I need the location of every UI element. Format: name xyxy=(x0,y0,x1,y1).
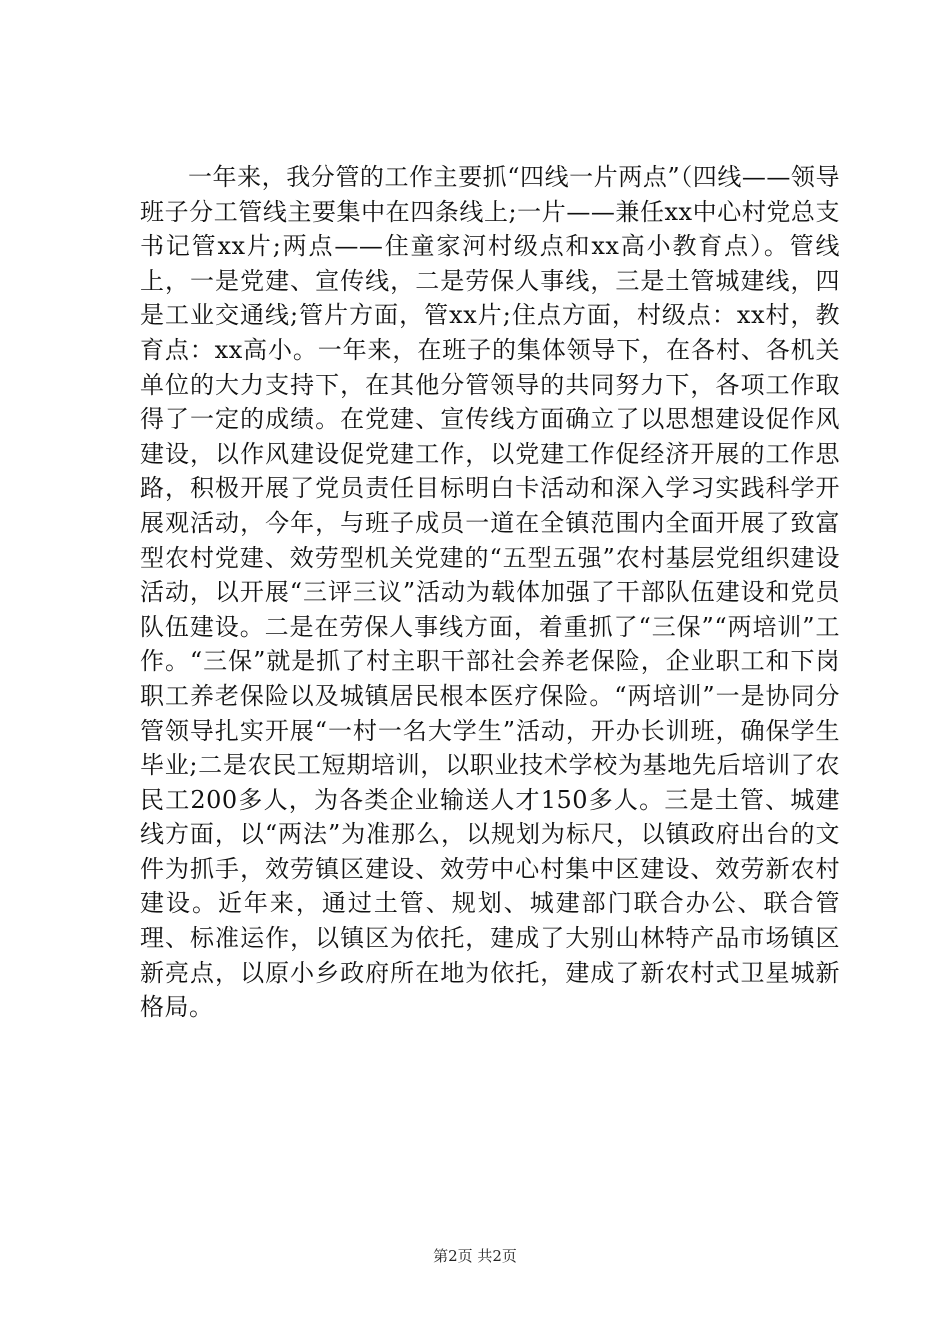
page-number-footer: 第2页 共2页 xyxy=(433,1247,517,1265)
body-paragraph: 一年来，我分管的工作主要抓“四线一片两点”（四线——领导班子分工管线主要集中在四条线上;一片——兼任xx中心村党总支书记管xx片;两点——住童家河村级点和xx高小教育点）。管线上，一是党建、宣传线，二是劳保人事线，三是土管城建线，四是工业交通线;管片方面，管xx片;住点方面，村级点：xx村，教育点：xx高小。一年来，在班子的集体领导下，在各村、各机关单位的大力支持下，在其他分管领导的共同努力下，各项工作取得了一定的成绩。在党建、宣传线方面确立了以思想建设促作风建设，以作风建设促党建工作，以党建工作促经济开展的工作思路，积极开展了党员责任目标明白卡活动和深入学习实践科学开展观活动，今年，与班子成员一道在全镇范围内全面开展了致富型农村党建、效劳型机关党建的“五型五强”农村基层党组织建设活动，以开展“三评三议”活动为载体加强了干部队伍建设和党员队伍建设。二是在劳保人事线方面，着重抓了“三保”“两培训”工作。“三保”就是抓了村主职干部社会养老保险，企业职工和下岗职工养老保险以及城镇居民根本医疗保险。“两培训”一是协同分管领导扎实开展“一村一名大学生”活动，开办长训班，确保学生毕业;二是农民工短期培训，以职业技术学校为基地先后培训了农民工200多人，为各类企业输送人才150多人。三是土管、城建线方面，以“两法”为准那么，以规划为标尺，以镇政府出台的文件为抓手，效劳镇区建设、效劳中心村集中区建设、效劳新农村建设。近年来，通过土管、规划、城建部门联合办公、联合管理、标准运作，以镇区为依托，建成了大别山林特产品市场镇区新亮点，以原小乡政府所在地为依托，建成了新农村式卫星城新格局。 xyxy=(140,163,840,1022)
